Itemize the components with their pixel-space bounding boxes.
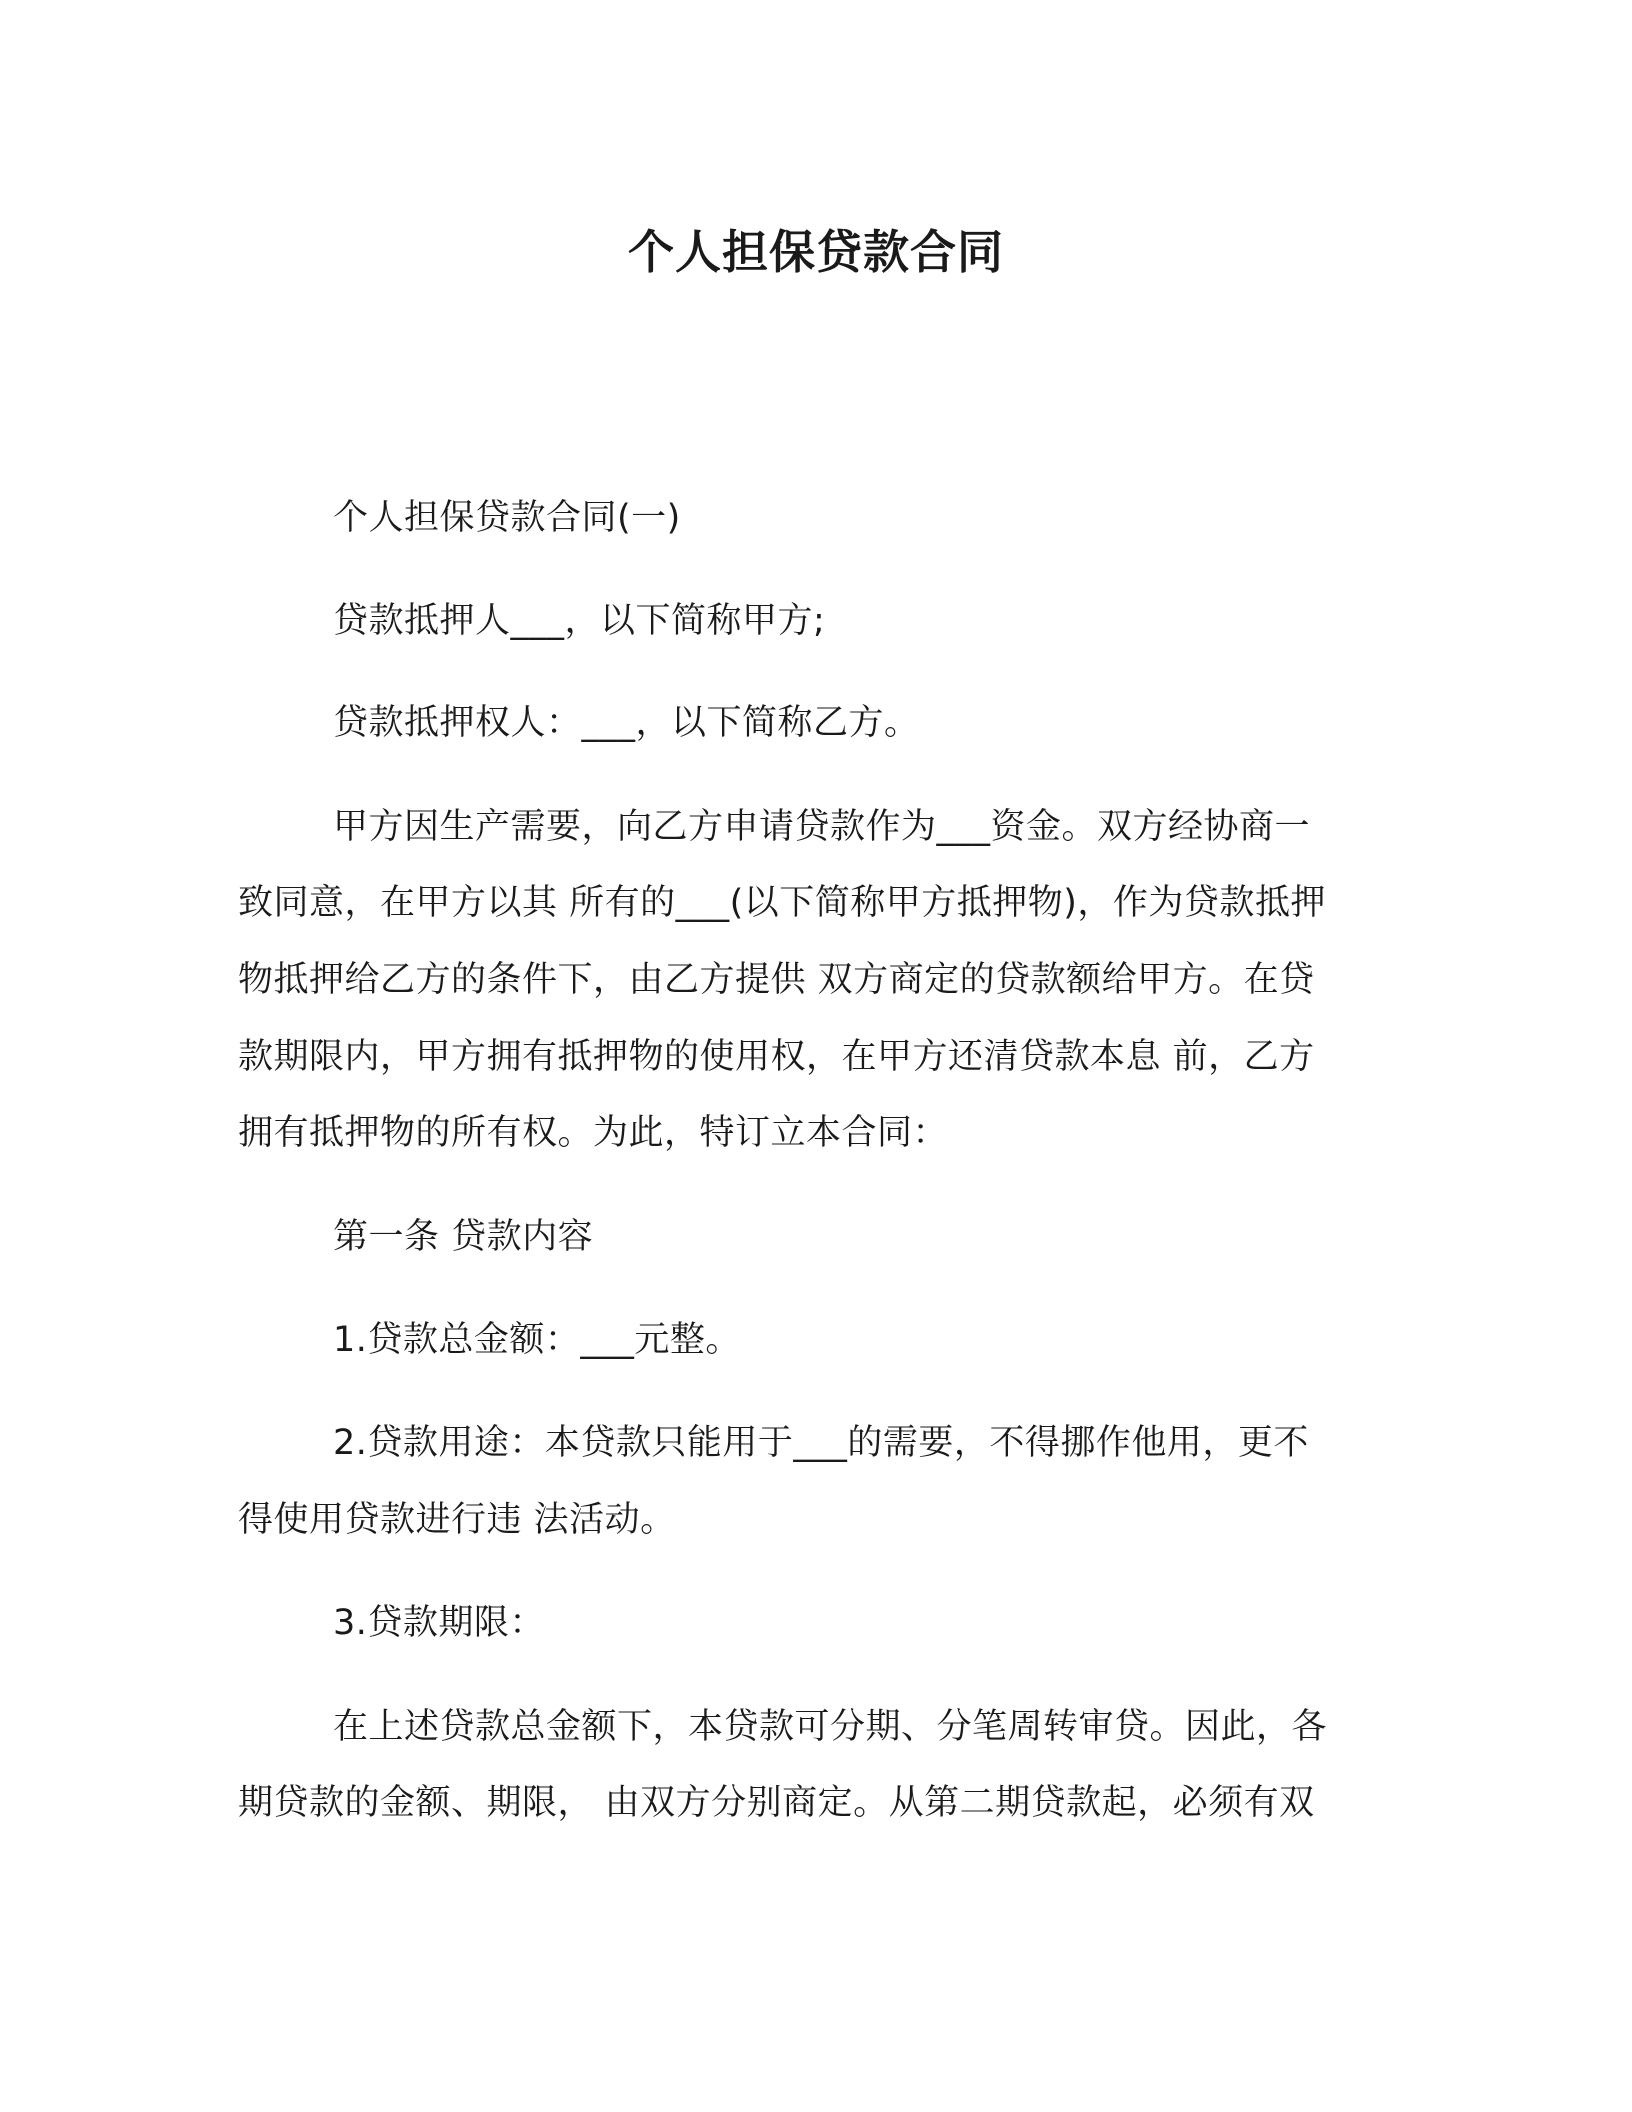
paragraph-line: 物抵押给乙方的条件下，由乙方提供 双方商定的贷款额给甲方。在贷: [238, 960, 1315, 1000]
section-heading: 个人担保贷款合同(一): [333, 498, 681, 538]
paragraph-line: 在上述贷款总金额下，本贷款可分期、分笔周转审贷。因此，各: [333, 1707, 1328, 1747]
article-heading: 第一条 贷款内容: [333, 1217, 594, 1257]
clause-line: 1.贷款总金额：___元整。: [333, 1320, 741, 1360]
paragraph-line: 致同意，在甲方以其 所有的___(以下简称甲方抵押物)，作为贷款抵押: [238, 883, 1326, 923]
paragraph-line: 甲方因生产需要，向乙方申请贷款作为___资金。双方经协商一: [333, 807, 1311, 847]
paragraph-line: 期贷款的金额、期限， 由双方分别商定。从第二期贷款起，必须有双: [238, 1783, 1315, 1823]
clause-line: 3.贷款期限：: [333, 1603, 545, 1643]
party-b-line: 贷款抵押权人：___，以下简称乙方。: [333, 703, 920, 743]
clause-line: 得使用贷款进行违 法活动。: [238, 1500, 676, 1540]
clause-line: 2.贷款用途：本贷款只能用于___的需要，不得挪作他用，更不: [333, 1423, 1309, 1463]
party-a-line: 贷款抵押人___，以下简称甲方;: [333, 601, 826, 641]
paragraph-line: 拥有抵押物的所有权。为此，特订立本合同：: [238, 1113, 949, 1153]
document-title: 个人担保贷款合同: [628, 225, 1004, 279]
paragraph-line: 款期限内，甲方拥有抵押物的使用权，在甲方还清贷款本息 前，乙方: [238, 1037, 1315, 1077]
